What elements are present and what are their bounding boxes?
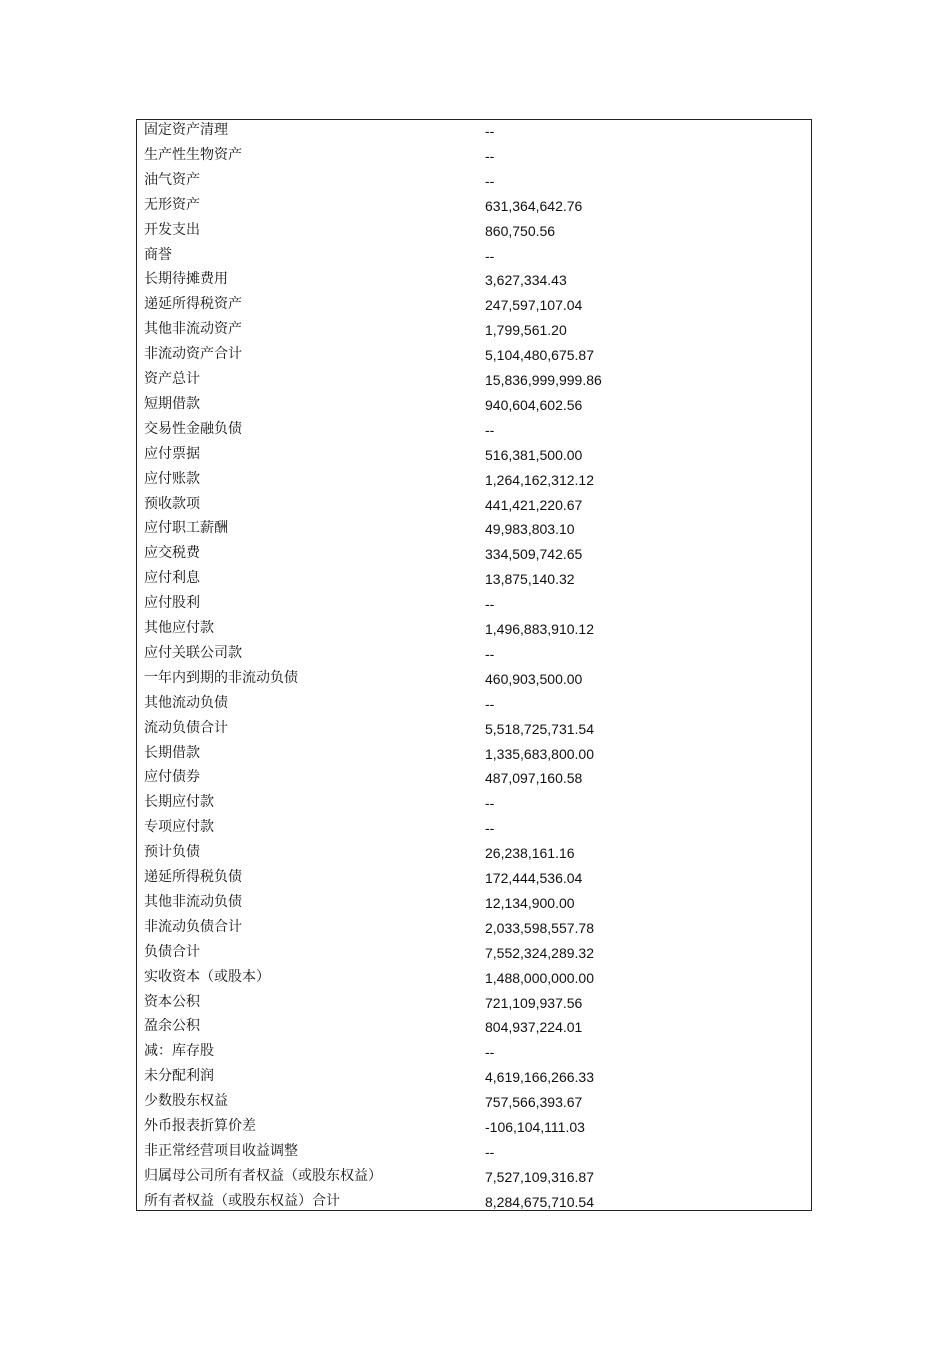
row-value: 15,836,999,999.86 [485,372,602,388]
row-value: 1,496,883,910.12 [485,621,594,637]
row-value: 1,264,162,312.12 [485,471,594,488]
row-label: 未分配利润 [144,1068,214,1085]
row-value: -- [485,695,495,712]
row-label: 预收款项 [144,495,200,512]
row-label: 应付账款 [144,470,200,487]
table-row [137,593,811,618]
row-value: 1,488,000,000.00 [485,969,594,986]
row-label: 资产总计 [144,371,200,387]
row-label: 非流动负债合计 [144,918,242,935]
row-value: -- [485,172,495,189]
table-row [137,419,811,444]
row-value: 13,875,140.32 [485,571,575,588]
table-row [137,817,811,842]
row-label: 固定资产清理 [144,122,228,138]
table-row [137,842,811,867]
table-row [137,220,811,245]
table-row [137,568,811,593]
row-value: -106,104,111.03 [485,1119,585,1135]
row-label: 应交税费 [144,545,200,562]
table-row [137,444,811,469]
row-label: 递延所得税资产 [144,296,242,313]
row-label: 应付职工薪酬 [144,520,228,537]
row-label: 减：库存股 [144,1043,214,1060]
row-value: 487,097,160.58 [485,770,583,787]
balance-sheet-table [136,119,812,1211]
row-label: 生产性生物资产 [144,146,242,163]
row-value: 460,903,500.00 [485,670,583,687]
table-row [137,1091,811,1116]
row-value: 3,627,334.43 [485,272,567,289]
table-row [137,120,811,145]
row-value: 4,619,166,266.33 [485,1069,594,1086]
row-label: 非流动资产合计 [144,346,242,363]
table-row [137,1041,811,1066]
row-label: 交易性金融负债 [144,420,242,437]
table-row [137,693,811,718]
row-value: -- [485,1143,495,1160]
table-row [137,743,811,768]
row-value: 5,104,480,675.87 [485,347,594,364]
row-label: 应付关联公司款 [144,644,242,661]
row-label: 其他应付款 [144,620,214,636]
row-label: 专项应付款 [144,819,214,836]
row-label: 商誉 [144,246,172,263]
row-value: 516,381,500.00 [485,446,583,463]
table-row [137,643,811,668]
table-row [137,394,811,419]
row-value: -- [485,596,495,613]
table-row [137,494,811,519]
row-label: 长期应付款 [144,794,214,811]
row-label: 资本公积 [144,993,200,1010]
row-value: -- [485,147,495,164]
row-label: 流动负债合计 [144,719,228,736]
row-value: 2,033,598,557.78 [485,919,594,936]
row-label: 盈余公积 [144,1018,200,1035]
row-value: -- [485,421,495,438]
table-row [137,245,811,270]
row-value: 8,284,675,710.54 [485,1193,594,1210]
table-row [137,269,811,294]
row-label: 应付票据 [144,445,200,462]
table-row [137,867,811,892]
row-label: 油气资产 [144,171,200,188]
table-row [137,767,811,792]
row-label: 其他非流动负债 [144,893,242,910]
row-label: 一年内到期的非流动负债 [144,669,298,686]
row-value: 860,750.56 [485,222,556,239]
table-row [137,518,811,543]
row-value: 5,518,725,731.54 [485,720,594,737]
table-row [137,319,811,344]
table-row [137,170,811,195]
row-value: 7,527,109,316.87 [485,1168,594,1185]
table-row [137,344,811,369]
row-label: 其他流动负债 [144,694,228,711]
table-row [137,145,811,170]
table-row [137,294,811,319]
row-value: -- [485,820,495,837]
table-row [137,1166,811,1191]
row-value: 49,983,803.10 [485,521,575,538]
row-label: 非正常经营项目收益调整 [144,1142,298,1159]
row-label: 无形资产 [144,196,200,213]
row-value: -- [485,247,495,264]
row-label: 长期借款 [144,744,200,761]
table-row [137,618,811,643]
row-value: 334,509,742.65 [485,546,583,563]
row-label: 长期待摊费用 [144,271,228,288]
row-label: 实收资本（或股本） [144,968,270,985]
row-value: 172,444,536.04 [485,870,583,886]
row-label: 递延所得税负债 [144,869,242,885]
row-label: 应付利息 [144,570,200,587]
row-value: 7,552,324,289.32 [485,944,594,961]
table-row [137,543,811,568]
table-row [137,1191,811,1216]
row-value: 12,134,900.00 [485,894,575,911]
row-label: 开发支出 [144,221,200,238]
row-value: 757,566,393.67 [485,1094,583,1111]
row-value: -- [485,645,495,662]
row-value: 940,604,602.56 [485,396,583,413]
row-label: 其他非流动资产 [144,321,242,338]
row-value: 631,364,642.76 [485,197,583,214]
table-row [137,942,811,967]
row-value: 26,238,161.16 [485,845,575,862]
row-value: -- [485,795,495,812]
row-value: 247,597,107.04 [485,297,583,314]
row-label: 应付股利 [144,595,200,612]
table-row [137,992,811,1017]
row-label: 应付债券 [144,769,200,786]
row-value: 1,335,683,800.00 [485,745,594,762]
row-label: 外币报表折算价差 [144,1118,256,1134]
row-value: 1,799,561.20 [485,322,567,339]
table-row [137,668,811,693]
table-row [137,967,811,992]
table-row [137,917,811,942]
table-row [137,1141,811,1166]
row-value: 721,109,937.56 [485,994,583,1011]
table-row [137,1016,811,1041]
row-label: 归属母公司所有者权益（或股东权益） [144,1167,382,1184]
table-row [137,1066,811,1091]
table-row [137,792,811,817]
row-label: 预计负债 [144,844,200,861]
row-label: 负债合计 [144,943,200,960]
row-value: -- [485,123,495,139]
table-row [137,469,811,494]
table-row [137,892,811,917]
row-label: 少数股东权益 [144,1093,228,1110]
row-label: 短期借款 [144,395,200,412]
table-row [137,1116,811,1141]
row-value: 441,421,220.67 [485,496,583,513]
table-row [137,195,811,220]
row-value: -- [485,1044,495,1061]
table-row [137,718,811,743]
row-label: 所有者权益（或股东权益）合计 [144,1192,340,1209]
row-value: 804,937,224.01 [485,1019,583,1036]
table-row [137,369,811,394]
